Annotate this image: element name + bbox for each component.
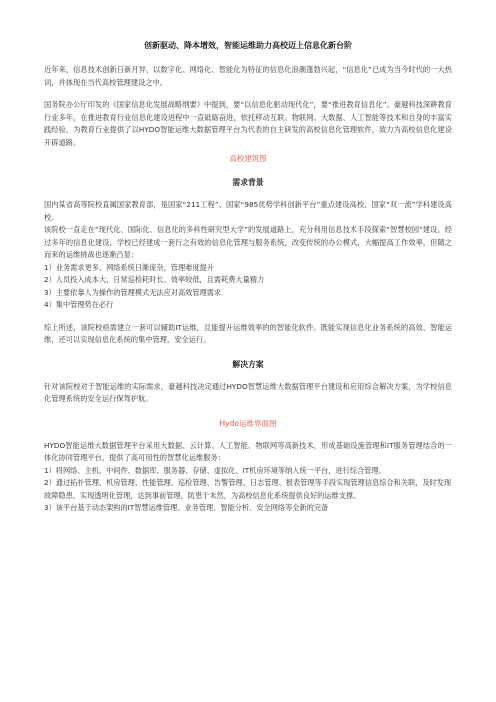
solution-paragraph-2: HYDO智能运维大数据管理平台采用大数据、云计算、人工智能、物联网等高新技术，形成基础设施管理和IT服务管理结合的一体化协同管理平台，提供了高可用性的智慧化运维服务：: [44, 440, 452, 462]
challenges-list: [44, 262, 452, 312]
solution-paragraph-1: 针对该院校对于智能运维的实际需求，豪越科技决定通过HYDO智慧运维大数据管理平台建设和应用综合解决方案，为学校信息化管理系统的安全运行保驾护航。: [44, 381, 452, 403]
intro-paragraph-2: 国务院办公厅印发的《国家信息化发展战略纲要》中提到，要“以信息化驱动现代化”，要“推进教育信息化”。豪越科技深耕教育行业多年，在推进教育行业信息化建设进程中一直砥砺奋进，依托移动互联、物联网、大数据、人工智能等技术和自身的丰富实践经验，为教育行业提供了以HYDO智能运维大数据管理平台为代表的自主研发的高校信息化管理软件，致力为高校信息化建设开辟道路。: [44, 100, 452, 147]
list-item: 3）主要依靠人为操作的管理模式无法应对高效管理需求: [44, 287, 222, 297]
list-item: 1）将网络、主机、中间件、数据库、服务器、存储、虚拟化、IT机房环境等纳入统一平台，进行综合管理。: [44, 465, 386, 475]
list-item: 1）业务需求更多、网络系统日渐庞杂，管理难度提升: [44, 262, 214, 272]
background-paragraph-1: 国内某省高等院校直属国家教育部，是国家“211工程”、国家“985优势学科创新平台”重点建设高校、国家“双一流”学科建设高校。: [44, 200, 452, 222]
image-caption-campus: 高校建筑图: [229, 154, 267, 163]
list-item: 4）集中管理势在必行: [44, 300, 114, 309]
section-heading-background: 需求背景: [232, 178, 264, 187]
list-item: 2）通过拓扑管理、机房管理、性能管理、巡检管理、告警管理、日志管理、报表管理等手段实现管理信息综合和关联，及时发现故障隐患、实现透明化管理，达到事前管理，防患于未然，为高校信息化系统提供良好的运维支撑。: [44, 478, 452, 500]
section-heading-solution: 解决方案: [232, 359, 264, 369]
intro-paragraph-1: 近年来，信息技术创新日新月异，以数字化、网络化、智能化为特征的信息化浪潮蓬勃兴起，“信息化”已成为当今时代的一大热词，并体现在当代高校管理建设之中。: [44, 65, 452, 87]
document-title: 创新驱动、降本增效，智能运维助力高校迈上信息化新台阶: [144, 41, 352, 50]
spacer: [44, 312, 452, 322]
features-list: [44, 465, 452, 515]
background-paragraph-2: 该院校一直走在“现代化、国际化、信息化的多科性研究型大学”的发展道路上，充分利用信息技术手段探索“智慧校园”建设。经过多年的信息化建设，学校已经建成一套行之有效的信息化管理与服务系统，改变传统的办公模式，大幅提高工作效率，但随之而来的运维挑战也逐渐凸显：: [44, 225, 452, 259]
list-item: 3）该平台基于动态架构的IT智慧运维管理、业务管理、智能分析、安全网络等全新的完备: [44, 503, 329, 512]
image-caption-hydo-ui: Hydo运维界面图: [219, 418, 277, 428]
list-item: 2）人员投入成本大，日常巡检耗时长、效率较低，且需耗费大量精力: [44, 275, 265, 284]
background-summary: 综上所述，该院校亟需建立一套可以辅助IT运维，且能提升运维效率的的智能化软件。既能实现信息化业务系统的高效、智能运维，还可以实现信息化系统的集中管理、安全运行。: [44, 322, 452, 344]
